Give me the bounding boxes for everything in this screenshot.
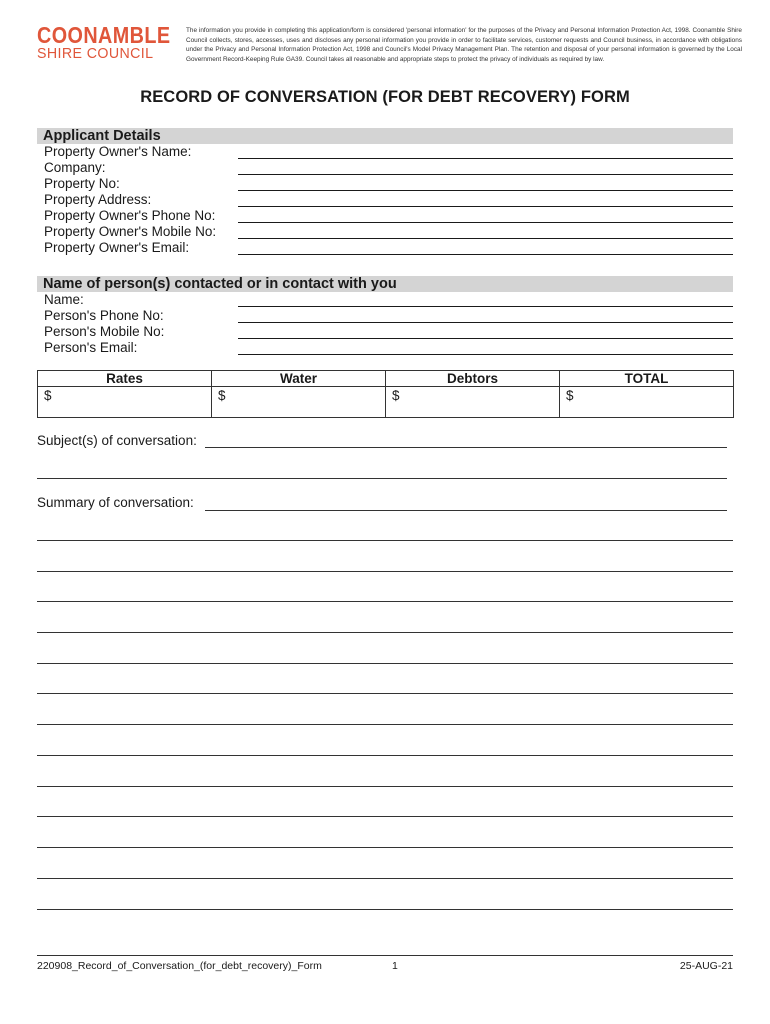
input-owner-mobile[interactable] (238, 238, 733, 239)
summary-line[interactable] (37, 571, 733, 572)
label-property-no: Property No: (44, 176, 120, 191)
input-owner-email[interactable] (238, 254, 733, 255)
input-person-phone[interactable] (238, 322, 733, 323)
label-owner-name: Property Owner's Name: (44, 144, 192, 159)
summary-line[interactable] (37, 755, 733, 756)
header-rates: Rates (38, 371, 212, 387)
input-owner-name[interactable] (238, 158, 733, 159)
footer-rule (37, 955, 733, 956)
input-rates-amount[interactable]: $ (38, 387, 212, 418)
header-water: Water (212, 371, 386, 387)
label-company: Company: (44, 160, 106, 175)
input-property-address[interactable] (238, 206, 733, 207)
input-company[interactable] (238, 174, 733, 175)
summary-line[interactable] (37, 693, 733, 694)
label-property-address: Property Address: (44, 192, 152, 207)
summary-line[interactable] (37, 724, 733, 725)
label-owner-phone: Property Owner's Phone No: (44, 208, 216, 223)
label-owner-email: Property Owner's Email: (44, 240, 190, 255)
header-total: TOTAL (560, 371, 734, 387)
input-water-amount[interactable]: $ (212, 387, 386, 418)
privacy-notice: The information you provide in completing this application/form is considered 'personal information' for the purposes of the Privacy and Personal Information Protection Act, 1998. Coonamble Shire Council collects, stores, accesses, uses and discloses any personal information you provide in order to facilitate services, customer requests and Council business, in accordance with obligations under the Privacy and Personal Information Protection Act, 1998 and Council's Model Privacy Management Plan. The retention and disposal of your personal information is governed by the Local Government Record-Keeping Rule GA39. Council takes all reasonable and appropriate steps to protect the privacy of individuals as required by law. (186, 27, 742, 63)
amounts-table (37, 370, 734, 418)
input-person-mobile[interactable] (238, 338, 733, 339)
input-property-no[interactable] (238, 190, 733, 191)
council-logo (37, 24, 192, 62)
page-title: RECORD OF CONVERSATION (FOR DEBT RECOVERY) FORM (140, 88, 630, 106)
summary-line[interactable] (37, 786, 733, 787)
input-subject-line[interactable] (205, 447, 727, 448)
input-summary-line[interactable] (205, 510, 727, 511)
summary-line[interactable] (37, 601, 733, 602)
summary-line[interactable] (37, 632, 733, 633)
summary-line[interactable] (37, 816, 733, 817)
summary-line[interactable] (37, 909, 733, 910)
footer-page-number: 1 (392, 960, 398, 972)
section-applicant-details: Applicant Details (37, 128, 733, 144)
logo-wordmark: COONAMBLE (37, 22, 171, 48)
summary-line[interactable] (37, 847, 733, 848)
label-summary: Summary of conversation: (37, 495, 197, 511)
summary-line[interactable] (37, 540, 733, 541)
input-person-email[interactable] (238, 354, 733, 355)
label-person-email: Person's Email: (44, 340, 138, 355)
summary-line[interactable] (37, 663, 733, 664)
input-subject-line-2[interactable] (37, 478, 727, 479)
input-debtors-amount[interactable]: $ (386, 387, 560, 418)
label-subject: Subject(s) of conversation: (37, 433, 200, 449)
input-person-name[interactable] (238, 306, 733, 307)
input-owner-phone[interactable] (238, 222, 733, 223)
input-total-amount[interactable]: $ (560, 387, 734, 418)
header-debtors: Debtors (386, 371, 560, 387)
footer-document-id: 220908_Record_of_Conversation_(for_debt_recovery)_Form (37, 960, 322, 972)
label-person-mobile: Person's Mobile No: (44, 324, 165, 339)
amounts-header-row (38, 371, 734, 387)
logo-subtitle: SHIRE COUNCIL (37, 46, 154, 62)
section-person-contacted: Name of person(s) contacted or in contact with you (37, 276, 733, 292)
footer-date: 25-AUG-21 (679, 960, 733, 972)
label-owner-mobile: Property Owner's Mobile No: (44, 224, 217, 239)
summary-line[interactable] (37, 878, 733, 879)
label-person-phone: Person's Phone No: (44, 308, 164, 323)
label-person-name: Name: (44, 292, 84, 307)
amounts-value-row (38, 387, 734, 418)
